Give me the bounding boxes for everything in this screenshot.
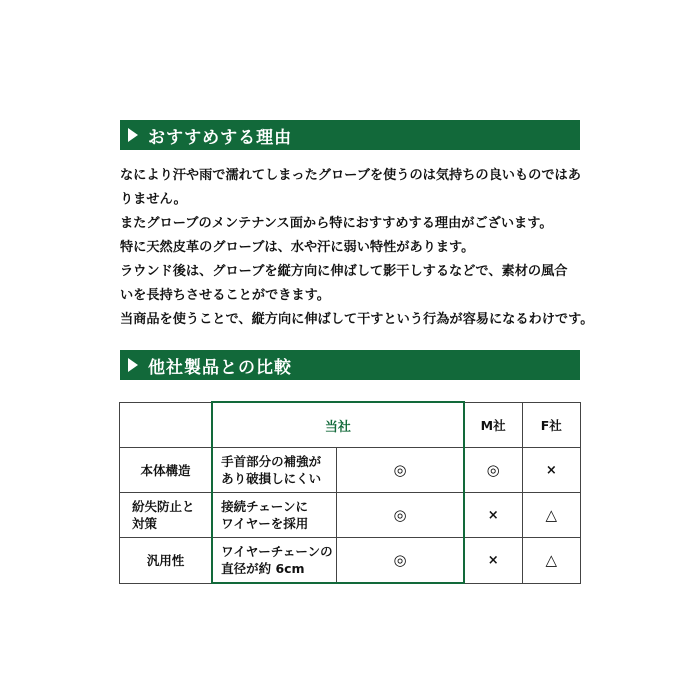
triangle-icon: △ [545, 551, 558, 570]
f-rating [522, 493, 580, 538]
description-line: 手首部分の補強が [221, 454, 322, 469]
description-line: 直径が約 6cm [221, 561, 305, 576]
description-line: 接続チェーンに [221, 499, 308, 514]
f-rating [522, 448, 580, 493]
paragraph-line: またグローブのメンテナンス面から特におすすめする理由がございます。 [120, 216, 553, 231]
section-header-comparison [120, 350, 580, 380]
double-circle-icon: ◎ [393, 461, 407, 479]
m-rating [464, 448, 522, 493]
triangle-right-icon [128, 128, 138, 142]
description-line: ワイヤーチェーンの [221, 544, 333, 559]
m-rating [464, 493, 522, 538]
section-title: おすすめする理由 [148, 127, 293, 148]
header-f: F社 [522, 402, 580, 448]
triangle-right-icon [128, 358, 138, 372]
row-description [212, 493, 337, 538]
paragraph-line: りません。 [120, 192, 187, 207]
paragraph-line: いを長持ちさせることができます。 [120, 288, 330, 303]
f-rating [522, 538, 580, 584]
cross-icon: × [545, 463, 557, 478]
reason-text [120, 164, 594, 332]
row-description [212, 448, 337, 493]
description-line: ワイヤーを採用 [221, 516, 309, 531]
cross-icon: × [487, 553, 499, 569]
ours-rating [337, 538, 464, 584]
row-label: 本体構造 [120, 448, 213, 493]
ours-rating [337, 493, 464, 538]
header-m: M社 [464, 402, 522, 448]
double-circle-icon: ◎ [393, 506, 407, 524]
row-description [212, 538, 337, 584]
row-label: 汎用性 [120, 538, 213, 584]
table-header-row [120, 402, 581, 448]
header-ours-label: 当社 [324, 419, 351, 435]
table-row [120, 448, 581, 493]
header-ours [212, 402, 464, 448]
row-label [120, 493, 213, 538]
triangle-icon: △ [545, 506, 558, 524]
header-empty-cell [120, 402, 213, 448]
description-line: あり破損しにくい [221, 471, 322, 486]
label-line: 対策 [132, 516, 158, 531]
label-line: 紛失防止と [132, 499, 195, 514]
ours-rating [337, 448, 464, 493]
comparison-table [119, 401, 581, 584]
paragraph-line: 当商品を使うことで、縦方向に伸ばして干すという行為が容易になるわけです。 [120, 312, 594, 327]
paragraph-line: ラウンド後は、グローブを縦方向に伸ばして影干しするなどで、素材の風合 [120, 264, 568, 279]
paragraph-line: なにより汗や雨で濡れてしまったグローブを使うのは気持ちの良いものではあ [120, 168, 581, 183]
table-row [120, 493, 581, 538]
section-header-reasons [120, 120, 580, 150]
table-row [120, 538, 581, 584]
double-circle-icon: ◎ [486, 461, 500, 479]
double-circle-icon: ◎ [393, 551, 407, 569]
paragraph-line: 特に天然皮革のグローブは、水や汗に弱い特性があります。 [120, 240, 475, 255]
section-title: 他社製品との比較 [148, 357, 292, 378]
cross-icon: × [487, 508, 499, 523]
m-rating [464, 538, 522, 584]
